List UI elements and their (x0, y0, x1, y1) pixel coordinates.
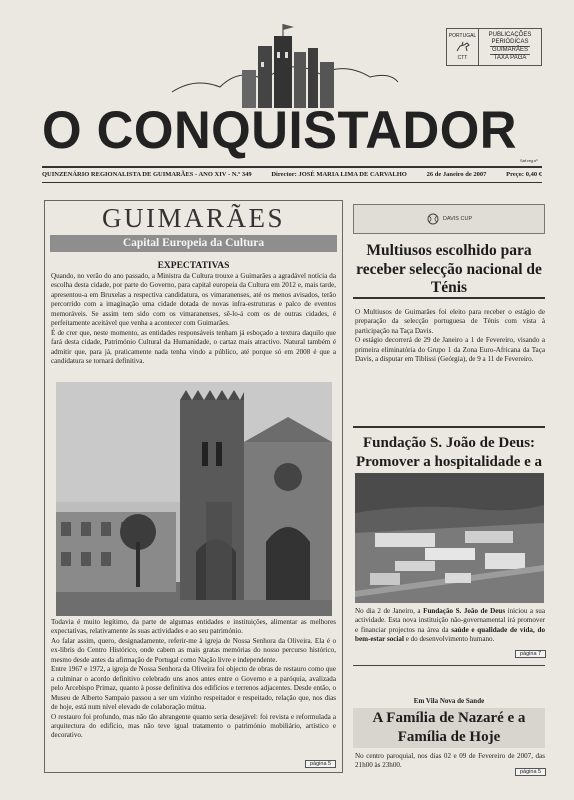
price: Preço: 0,40 € (506, 171, 542, 178)
fundacao-body (355, 607, 545, 645)
divider (42, 182, 542, 183)
paragraph: Ao falar assim, quero, designadamente, referir-me à igreja de Nossa Senhora da Oliveira. Ela é o ex-libris do Centro Histórico, onde cabem as mais gratas memórias do nosso percurso histórico, mesmo desde antes da afirmação de Portugal como Nação livre e independente. (51, 636, 336, 664)
page-reference-link[interactable]: página 5 (515, 768, 546, 776)
postal-line: PERIÓDICAS (491, 39, 529, 45)
familia-kicker: Em Vila Nova de Sande (413, 697, 485, 705)
familia-body: No centro paroquial, nos dias 02 e 09 de Fevereiro de 2007, das 21h00 às 23h00. (355, 752, 545, 770)
text-run-bold: saúde e qualidade de vida, do bem-estar social (355, 625, 545, 644)
article-band: Capital Europeia da Cultura (50, 235, 337, 252)
postal-line: PUBLICAÇÕES (488, 32, 532, 38)
paragraph: Todavia é muito legítimo, da parte de algumas entidades e instituições, alimentar as melhores expectativas, relativamente às suas actividades e ao seu património. (51, 618, 336, 636)
newspaper-title: O CONQUISTADOR (42, 101, 518, 160)
text-run: No dia 2 de Janeiro, a (355, 607, 424, 615)
page-reference-link[interactable]: página 7 (515, 650, 546, 658)
text-run-bold: Fundação S. João de Deus (423, 607, 506, 615)
horse-rider-icon (455, 41, 471, 53)
multiusos-body (355, 308, 545, 365)
tagline: QUINZENÁRIO REGIONALISTA DE GUIMARÃES - ANO XIV - N.º 349 (42, 171, 252, 178)
tennis-ball-icon (426, 212, 440, 226)
article-body-top (51, 272, 336, 367)
sponsor-label: DAVIS CUP (442, 216, 473, 222)
church-photo (56, 382, 332, 616)
davis-cup-banner (353, 204, 545, 234)
text-run: e do desenvolvimento humano. (403, 635, 495, 644)
multiusos-headline: Multiusos escolhido para receber selecção nacional de Ténis (356, 242, 542, 296)
article-body-bottom (51, 618, 336, 741)
paragraph: É de crer que, neste momento, as entidades responsáveis tenham já esboçado a textura daquilo que fará desta cidade, Património Cultural da Humanidade, o cartaz mais atractivo. Natural também é admitir que, para já, praticamente nada tenha vindo a público, até porque só em 2008 é que a candidatura se tornará definitiva. (51, 328, 336, 366)
director: Director: JOSÉ MARIA LIMA DE CARVALHO (271, 171, 407, 178)
postal-line: TAXA PAGA (493, 55, 527, 61)
divider (353, 665, 545, 666)
registration-note: Saf.reg.nº (520, 158, 538, 163)
divider (42, 166, 542, 168)
page-reference-link[interactable]: página 5 (305, 760, 336, 768)
divider (353, 426, 545, 428)
article-title: GUIMARÃES (101, 203, 285, 233)
aerial-photo (355, 473, 544, 603)
text-run: iniciou a sua actividade. Esta nova instituição não-governamental irá promover e financiar projectos na área da (355, 607, 545, 634)
postal-text (479, 29, 541, 65)
ctt-country: PORTUGAL (448, 33, 477, 39)
paragraph: Quando, no verão do ano passado, a Ministra da Cultura trouxe a Guimarães a agradável notícia da escolha desta cidade, por parte do Governo, para capital europeia da Cultura em 2012 e, mais tarde, apresentou-a em Bruxelas a respectiva candidatura, os vimaranenses, até os menos avisados, terão percorrido com a imaginação uma cidade dotada de novas infra-estruturas e palco de eventos memoráveis. Se assim tem sido com os vimaranenses, sê-lo-á com os de outras cidades, é perfeitamente aceitável que venha a acontecer com Guimarães. (51, 272, 336, 328)
castle-skyline-illustration (170, 22, 400, 108)
familia-headline: A Família de Nazaré e a Família de Hoje (372, 710, 526, 745)
postal-line: GUIMARÃES (491, 47, 528, 53)
issue-info-line (42, 171, 542, 178)
paragraph: Entre 1967 e 1972, a igreja de Nossa Senhora da Oliveira foi objecto de obras de restauro como que a culminar o acordo definitivo celebrado uns anos antes entre o Governo e a paróquia, avalizada pelo Arcebispo Primaz, quanto à posse definitiva dos edifícios e terrenos adjacentes. Desde então, o Museu de Alberto Sampaio passou a ser um vizinho respeitador e respeitado, relação que, nos dias de hoje, está num nível elevado de colaboração mútua. (51, 665, 336, 712)
paragraph: O estágio decorrerá de 29 de Janeiro a 1 de Fevereiro, visando a primeira eliminatória do Grupo 1 da Zona Euro-Africana da Taça Davis, a disputar em Tiblissi (Geórgia), de 9 a 11 de Fevereiro. (355, 336, 545, 364)
ctt-brand: CTT (457, 55, 468, 61)
paragraph: O restauro foi profundo, mas não tão abrangente quanto seria desejável: foi revista e reformulada a arquitectura do edifício, mas não teve igual tratamento o património mobiliário, artístico e decorativo. (51, 712, 336, 740)
issue-date: 26 de Janeiro de 2007 (426, 171, 487, 178)
paragraph: O Multiusos de Guimarães foi eleito para receber o estágio de preparação da selecção portuguesa de Ténis com vista à participação na Taça Davis. (355, 308, 545, 335)
ctt-logo (447, 29, 479, 65)
divider (353, 297, 545, 299)
postal-permit-box (446, 28, 542, 66)
article-subhead: EXPECTATIVAS (157, 261, 230, 271)
fundacao-headline: Fundação S. João de Deus: Promover a hospitalidade e a (355, 435, 543, 470)
